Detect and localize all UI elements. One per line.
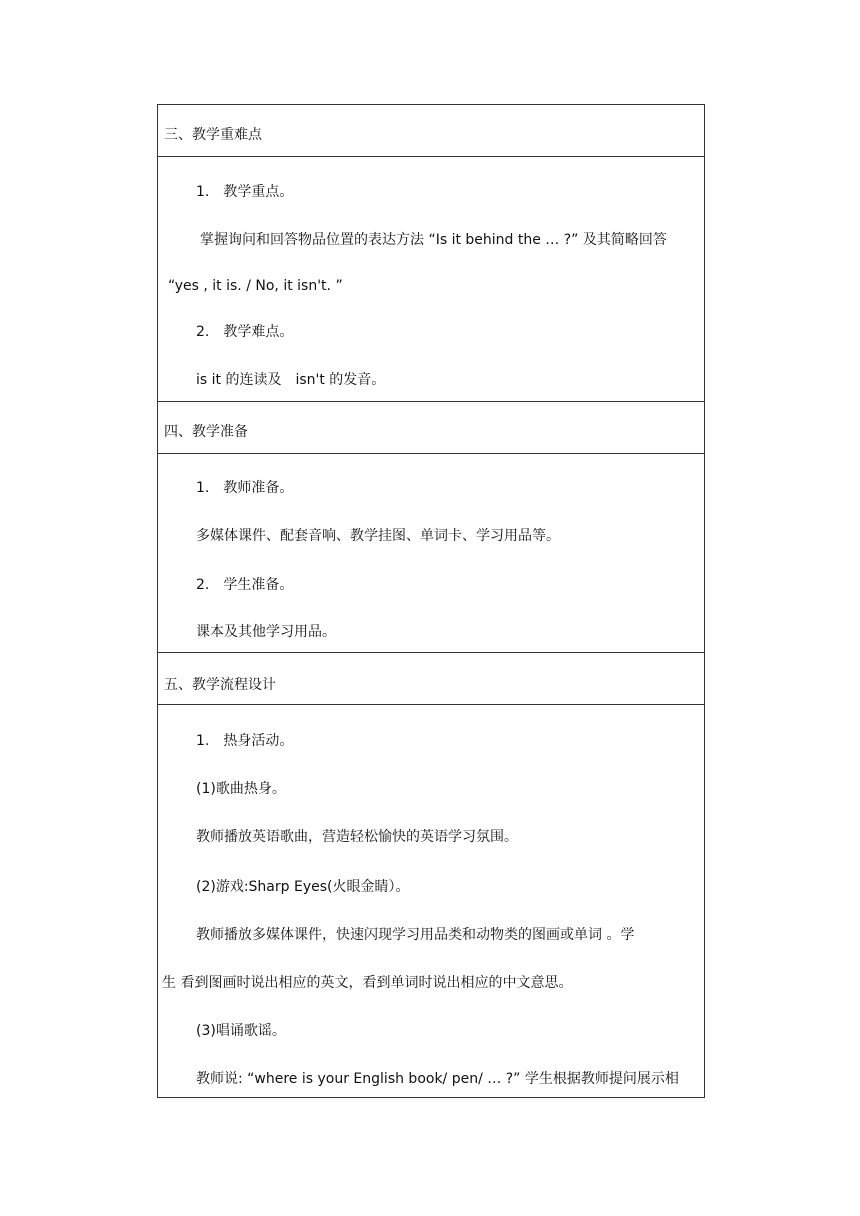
lesson-plan-table (157, 104, 705, 1098)
paragraph: 1. 热身活动。 (196, 733, 294, 749)
paragraph: (2)游戏:Sharp Eyes(火眼金睛）。 (196, 879, 410, 895)
paragraph: 多媒体课件、配套音响、教学挂图、单词卡、学习用品等。 (196, 528, 560, 544)
section-heading: 四、教学准备 (164, 424, 248, 440)
section-heading: 三、教学重难点 (164, 127, 262, 143)
row-divider (158, 401, 704, 402)
paragraph: 教师播放英语歌曲，营造轻松愉快的英语学习氛围。 (196, 829, 518, 845)
paragraph: 1. 教学重点。 (196, 184, 294, 200)
paragraph: (1)歌曲热身。 (196, 781, 286, 797)
row-divider (158, 453, 704, 454)
paragraph: 2. 学生准备。 (196, 577, 294, 593)
paragraph: 掌握询问和回答物品位置的表达方法 “Is it behind the … ?” 及其简略回答 (200, 232, 667, 248)
paragraph: 教师说: “where is your English book/ pen/ … ?” 学生根据教师提问展示相 (196, 1071, 679, 1087)
paragraph: 生 看到图画时说出相应的英文，看到单词时说出相应的中文意思。 (162, 975, 573, 991)
paragraph: “yes , it is. / No, it isn't. ” (168, 278, 343, 294)
paragraph: 2. 教学难点。 (196, 324, 294, 340)
paragraph: 1. 教师准备。 (196, 480, 294, 496)
row-divider (158, 156, 704, 157)
section-heading: 五、教学流程设计 (164, 677, 276, 693)
paragraph: 课本及其他学习用品。 (196, 624, 336, 640)
paragraph: (3)唱诵歌谣。 (196, 1023, 286, 1039)
paragraph: is it 的连读及 isn't 的发音。 (196, 372, 386, 388)
row-divider (158, 704, 704, 705)
row-divider (158, 652, 704, 653)
paragraph: 教师播放多媒体课件，快速闪现学习用品类和动物类的图画或单词 。学 (196, 927, 635, 943)
